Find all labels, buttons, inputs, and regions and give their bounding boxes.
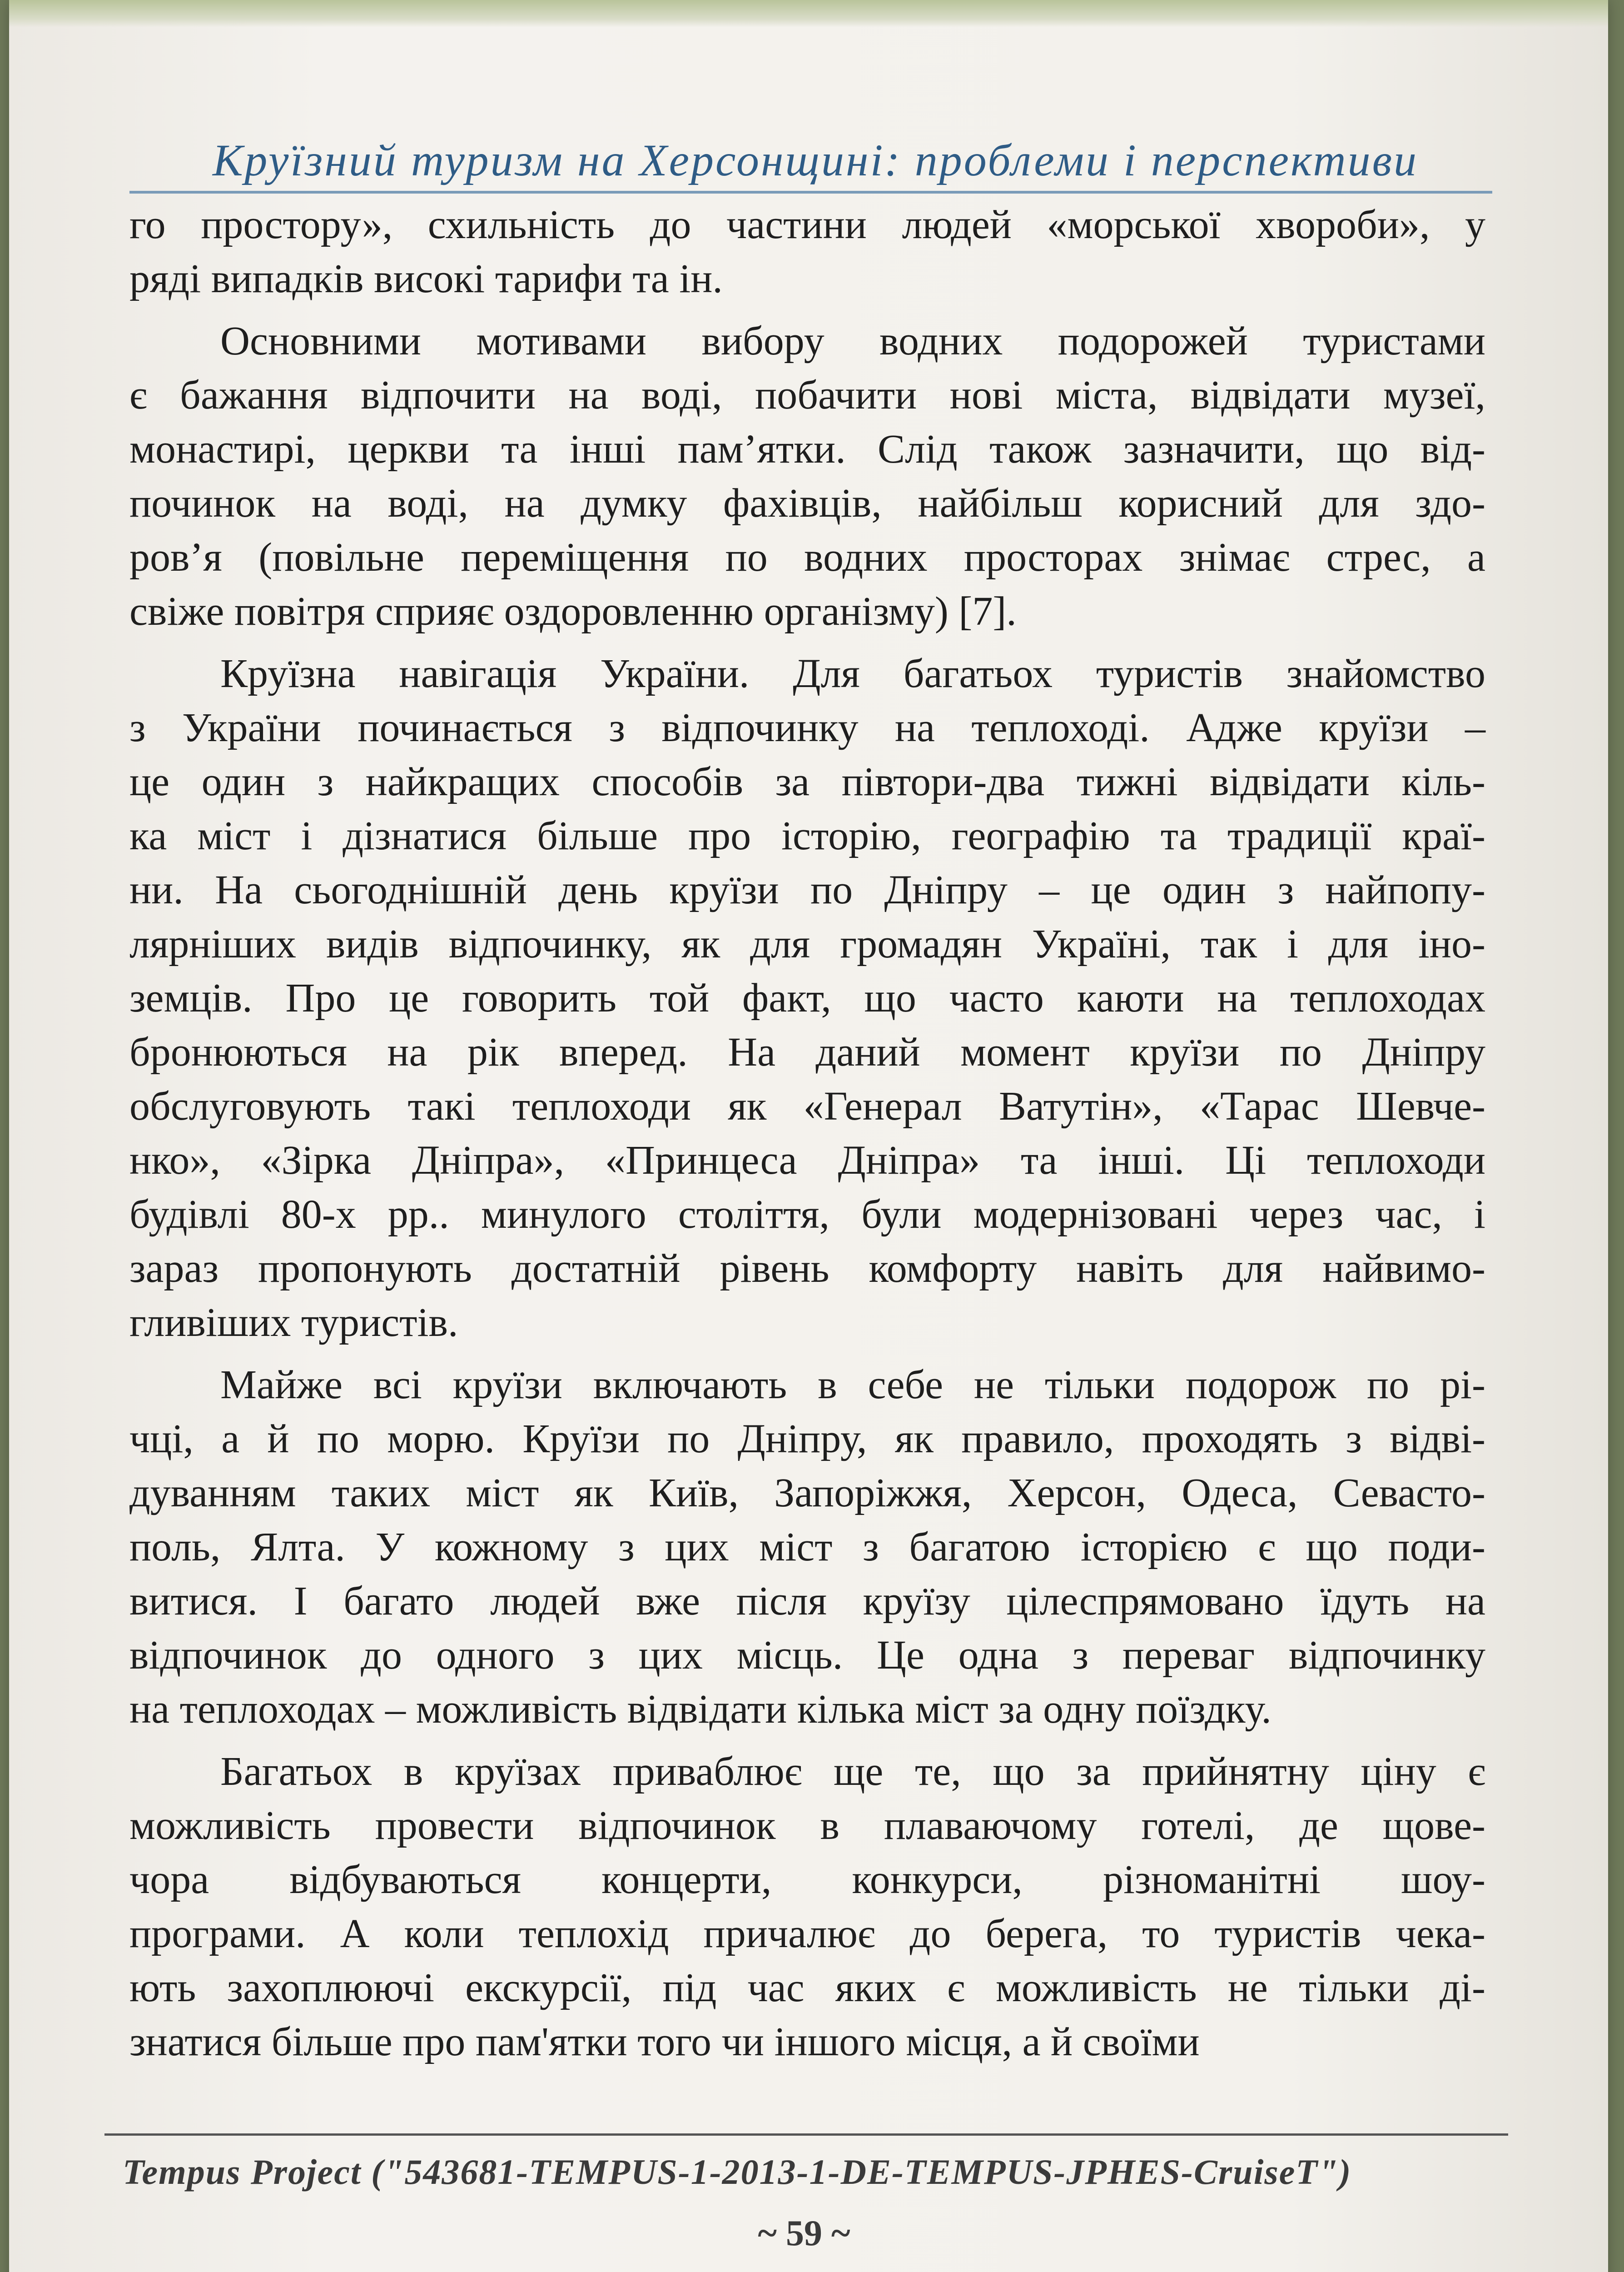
text-line: чора відбуваються концерти, конкурси, різноманітні шоу- (129, 1857, 1485, 1902)
paragraph (129, 314, 1485, 638)
text-line: бронюються на рік вперед. На даний момент круїзи по Дніпру (129, 1030, 1485, 1075)
text-line: лярніших видів відпочинку, як для громадян Україні, так і для іно- (129, 922, 1485, 967)
header-rule (129, 191, 1492, 194)
text-line: будівлі 80-х рр.. минулого століття, були модернізовані через час, і (129, 1192, 1485, 1237)
text-line: з України починається з відпочинку на теплоході. Адже круїзи – (129, 705, 1485, 750)
text-line: земців. Про це говорить той факт, що часто каюти на теплоходах (129, 976, 1485, 1021)
footer-rule (104, 2133, 1508, 2136)
paragraph (129, 198, 1485, 306)
text-line: витися. І багато людей вже після круїзу цілеспрямовано їдуть на (129, 1579, 1485, 1624)
text-line: можливість провести відпочинок в плаваючому готелі, де щове- (129, 1803, 1485, 1848)
text-line: знатися більше про пам'ятки того чи іншого місця, а й своїми (129, 2019, 1200, 2064)
text-line: це один з найкращих способів за півтори-два тижні відвідати кіль- (129, 759, 1485, 804)
text-line: зараз пропонують достатній рівень комфорту навіть для найвимо- (129, 1246, 1485, 1291)
paragraph (129, 1358, 1485, 1736)
text-line: відпочинок до одного з цих місць. Це одна з переваг відпочинку (129, 1633, 1485, 1678)
text-line: Круїзна навігація України. Для багатьох туристів знайомство (220, 651, 1485, 696)
text-line: програми. А коли теплохід причалює до берега, то туристів чека- (129, 1911, 1485, 1956)
text-line: ють захоплюючі екскурсії, під час яких є можливість не тільки ді- (129, 1965, 1485, 2010)
text-line: обслуговують такі теплоходи як «Генерал Ватутін», «Тарас Шевче- (129, 1084, 1485, 1129)
text-line: ка міст і дізнатися більше про історію, географію та традиції краї- (129, 813, 1485, 858)
text-line: на теплоходах – можливість відвідати кілька міст за одну поїздку. (129, 1687, 1271, 1732)
text-line: чці, а й по морю. Круїзи по Дніпру, як правило, проходять з відві- (129, 1416, 1485, 1461)
footer-project-line: Tempus Project ("543681-TEMPUS-1-2013-1-DE-TEMPUS-JPHES-CruiseT") (123, 2152, 1352, 2192)
text-line: дуванням таких міст як Київ, Запоріжжя, Херсон, Одеса, Севасто- (129, 1470, 1485, 1515)
text-line: ряді випадків високі тарифи та ін. (129, 256, 723, 301)
text-line: Майже всі круїзи включають в себе не тільки подорож по рі- (220, 1362, 1485, 1407)
text-line: Основними мотивами вибору водних подорожей туристами (220, 319, 1485, 364)
text-line: є бажання відпочити на воді, побачити нові міста, відвідати музеї, (129, 373, 1485, 418)
text-line: нко», «Зірка Дніпра», «Принцеса Дніпра» та інші. Ці теплоходи (129, 1138, 1485, 1183)
book-page (9, 0, 1608, 2272)
body-text (129, 198, 1485, 2069)
paragraph (129, 647, 1485, 1350)
text-line: свіже повітря сприяє оздоровленню організму) [7]. (129, 589, 1017, 634)
page-edge-strip (9, 0, 1608, 27)
text-line: починок на воді, на думку фахівців, найбільш корисний для здо- (129, 481, 1485, 526)
text-line: ни. На сьогоднішній день круїзи по Дніпру – це один з найпопу- (129, 867, 1485, 912)
running-header-title: Круїзний туризм на Херсонщині: проблеми і перспективи (212, 135, 1419, 185)
text-line: Багатьох в круїзах приваблює ще те, що за прийнятну ціну є (220, 1749, 1485, 1794)
paragraph (129, 1744, 1485, 2069)
text-line: монастирі, церкви та інші пам’ятки. Слід також зазначити, що від- (129, 427, 1485, 472)
text-line: ров’я (повільне переміщення по водних просторах знімає стрес, а (129, 535, 1485, 580)
page-number: ~ 59 ~ (758, 2213, 850, 2253)
text-line: поль, Ялта. У кожному з цих міст з багатою історією є що поди- (129, 1525, 1485, 1569)
text-line: го простору», схильність до частини людей «морської хвороби», у (129, 202, 1485, 247)
text-line: гливіших туристів. (129, 1300, 458, 1345)
